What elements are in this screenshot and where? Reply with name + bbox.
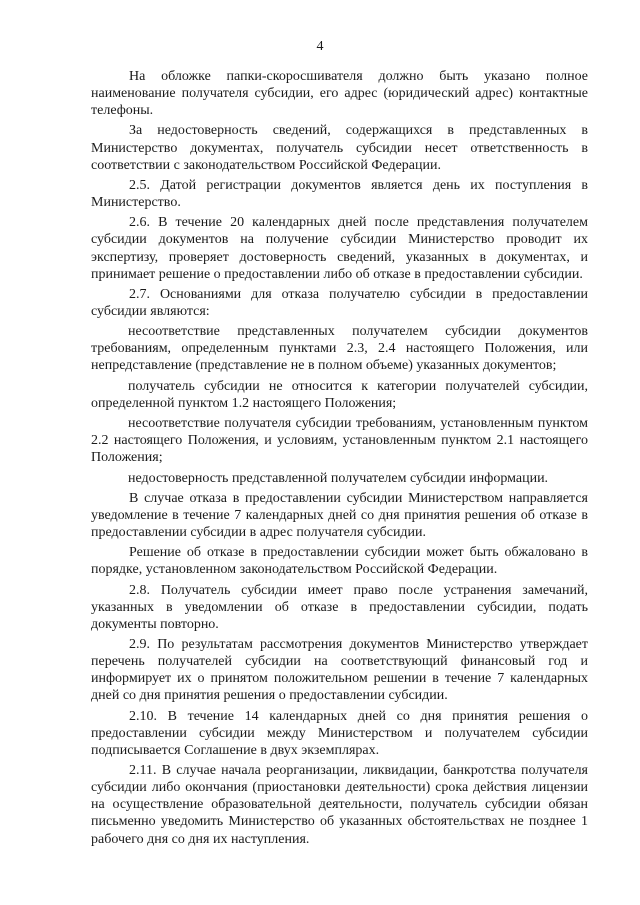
paragraph-2-10: 2.10. В течение 14 календарных дней со дня принятия решения о предоставлении субсидии между Министерством и получателем субсидии подписывается Соглашение в двух экземплярах. [91, 708, 588, 758]
paragraph-folder-cover: На обложке папки-скоросшивателя должно быть указано полное наименование получателя субсидии, его адрес (юридический адрес) контактные телефоны. [91, 69, 588, 119]
document-body [91, 68, 588, 851]
paragraph-responsibility: За недостоверность сведений, содержащихся в представленных в Министерство документах, получатель субсидии несет ответственность в соответствии с законодательством Российской Федерации. [91, 123, 588, 173]
page-number: 4 [316, 39, 324, 54]
paragraph-2-7: 2.7. Основаниями для отказа получателю субсидии в предоставлении субсидии являются: [91, 286, 588, 319]
paragraph-2-6: 2.6. В течение 20 календарных дней после представления получателем субсидии документов на получение субсидии Министерство проводит их экспертизу, проверяет достоверность сведений, указанных в документах, и принимает решение о предоставлении либо об отказе в предоставлении субсидии. [91, 215, 588, 282]
paragraph-2-5: 2.5. Датой регистрации документов является день их поступления в Министерство. [91, 177, 588, 211]
refusal-reason-4: недостоверность представленной получателем субсидии информации. [128, 470, 549, 486]
refusal-reason-1: несоответствие представленных получателем субсидии документов требованиям, определенным пунктами 2.3, 2.4 настоящего Положения, или непредставление (представление не в полном объеме) указанных документов; [91, 324, 588, 374]
paragraph-refusal-notice: В случае отказа в предоставлении субсидии Министерством направляется уведомление в течение 7 календарных дней со дня принятия решения об отказе в предоставлении субсидии в адрес получателя субсидии. [91, 490, 588, 541]
paragraph-2-11: 2.11. В случае начала реорганизации, ликвидации, банкротства получателя субсидии либо окончания (приостановки деятельности) срока действия лицензии на осуществление образовательной деятельности, получатель субсидии обязан письменно уведомить Министерство об указанных обстоятельствах не позднее 1 рабочего дня со дня их наступления. [91, 763, 588, 847]
paragraph-2-9: 2.9. По результатам рассмотрения документов Министерство утверждает перечень получателей субсидии на соответствующий финансовый год и информирует их о принятом положительном решении в течение 7 календарных дней со дня принятия решения о предоставлении субсидии. [91, 637, 588, 704]
paragraph-2-8: 2.8. Получатель субсидии имеет право после устранения замечаний, указанных в уведомлении об отказе в предоставлении субсидии, подать документы повторно. [91, 582, 588, 632]
refusal-reason-3: несоответствие получателя субсидии требованиям, установленным пунктом 2.2 настоящего Положения, и условиям, установленным пунктом 2.1 настоящего Положения; [91, 416, 588, 466]
paragraph-appeal: Решение об отказе в предоставлении субсидии может быть обжаловано в порядке, установленном законодательством Российской Федерации. [91, 545, 588, 578]
refusal-reason-2: получатель субсидии не относится к категории получателей субсидии, определенной пунктом 1.2 настоящего Положения; [91, 378, 588, 411]
